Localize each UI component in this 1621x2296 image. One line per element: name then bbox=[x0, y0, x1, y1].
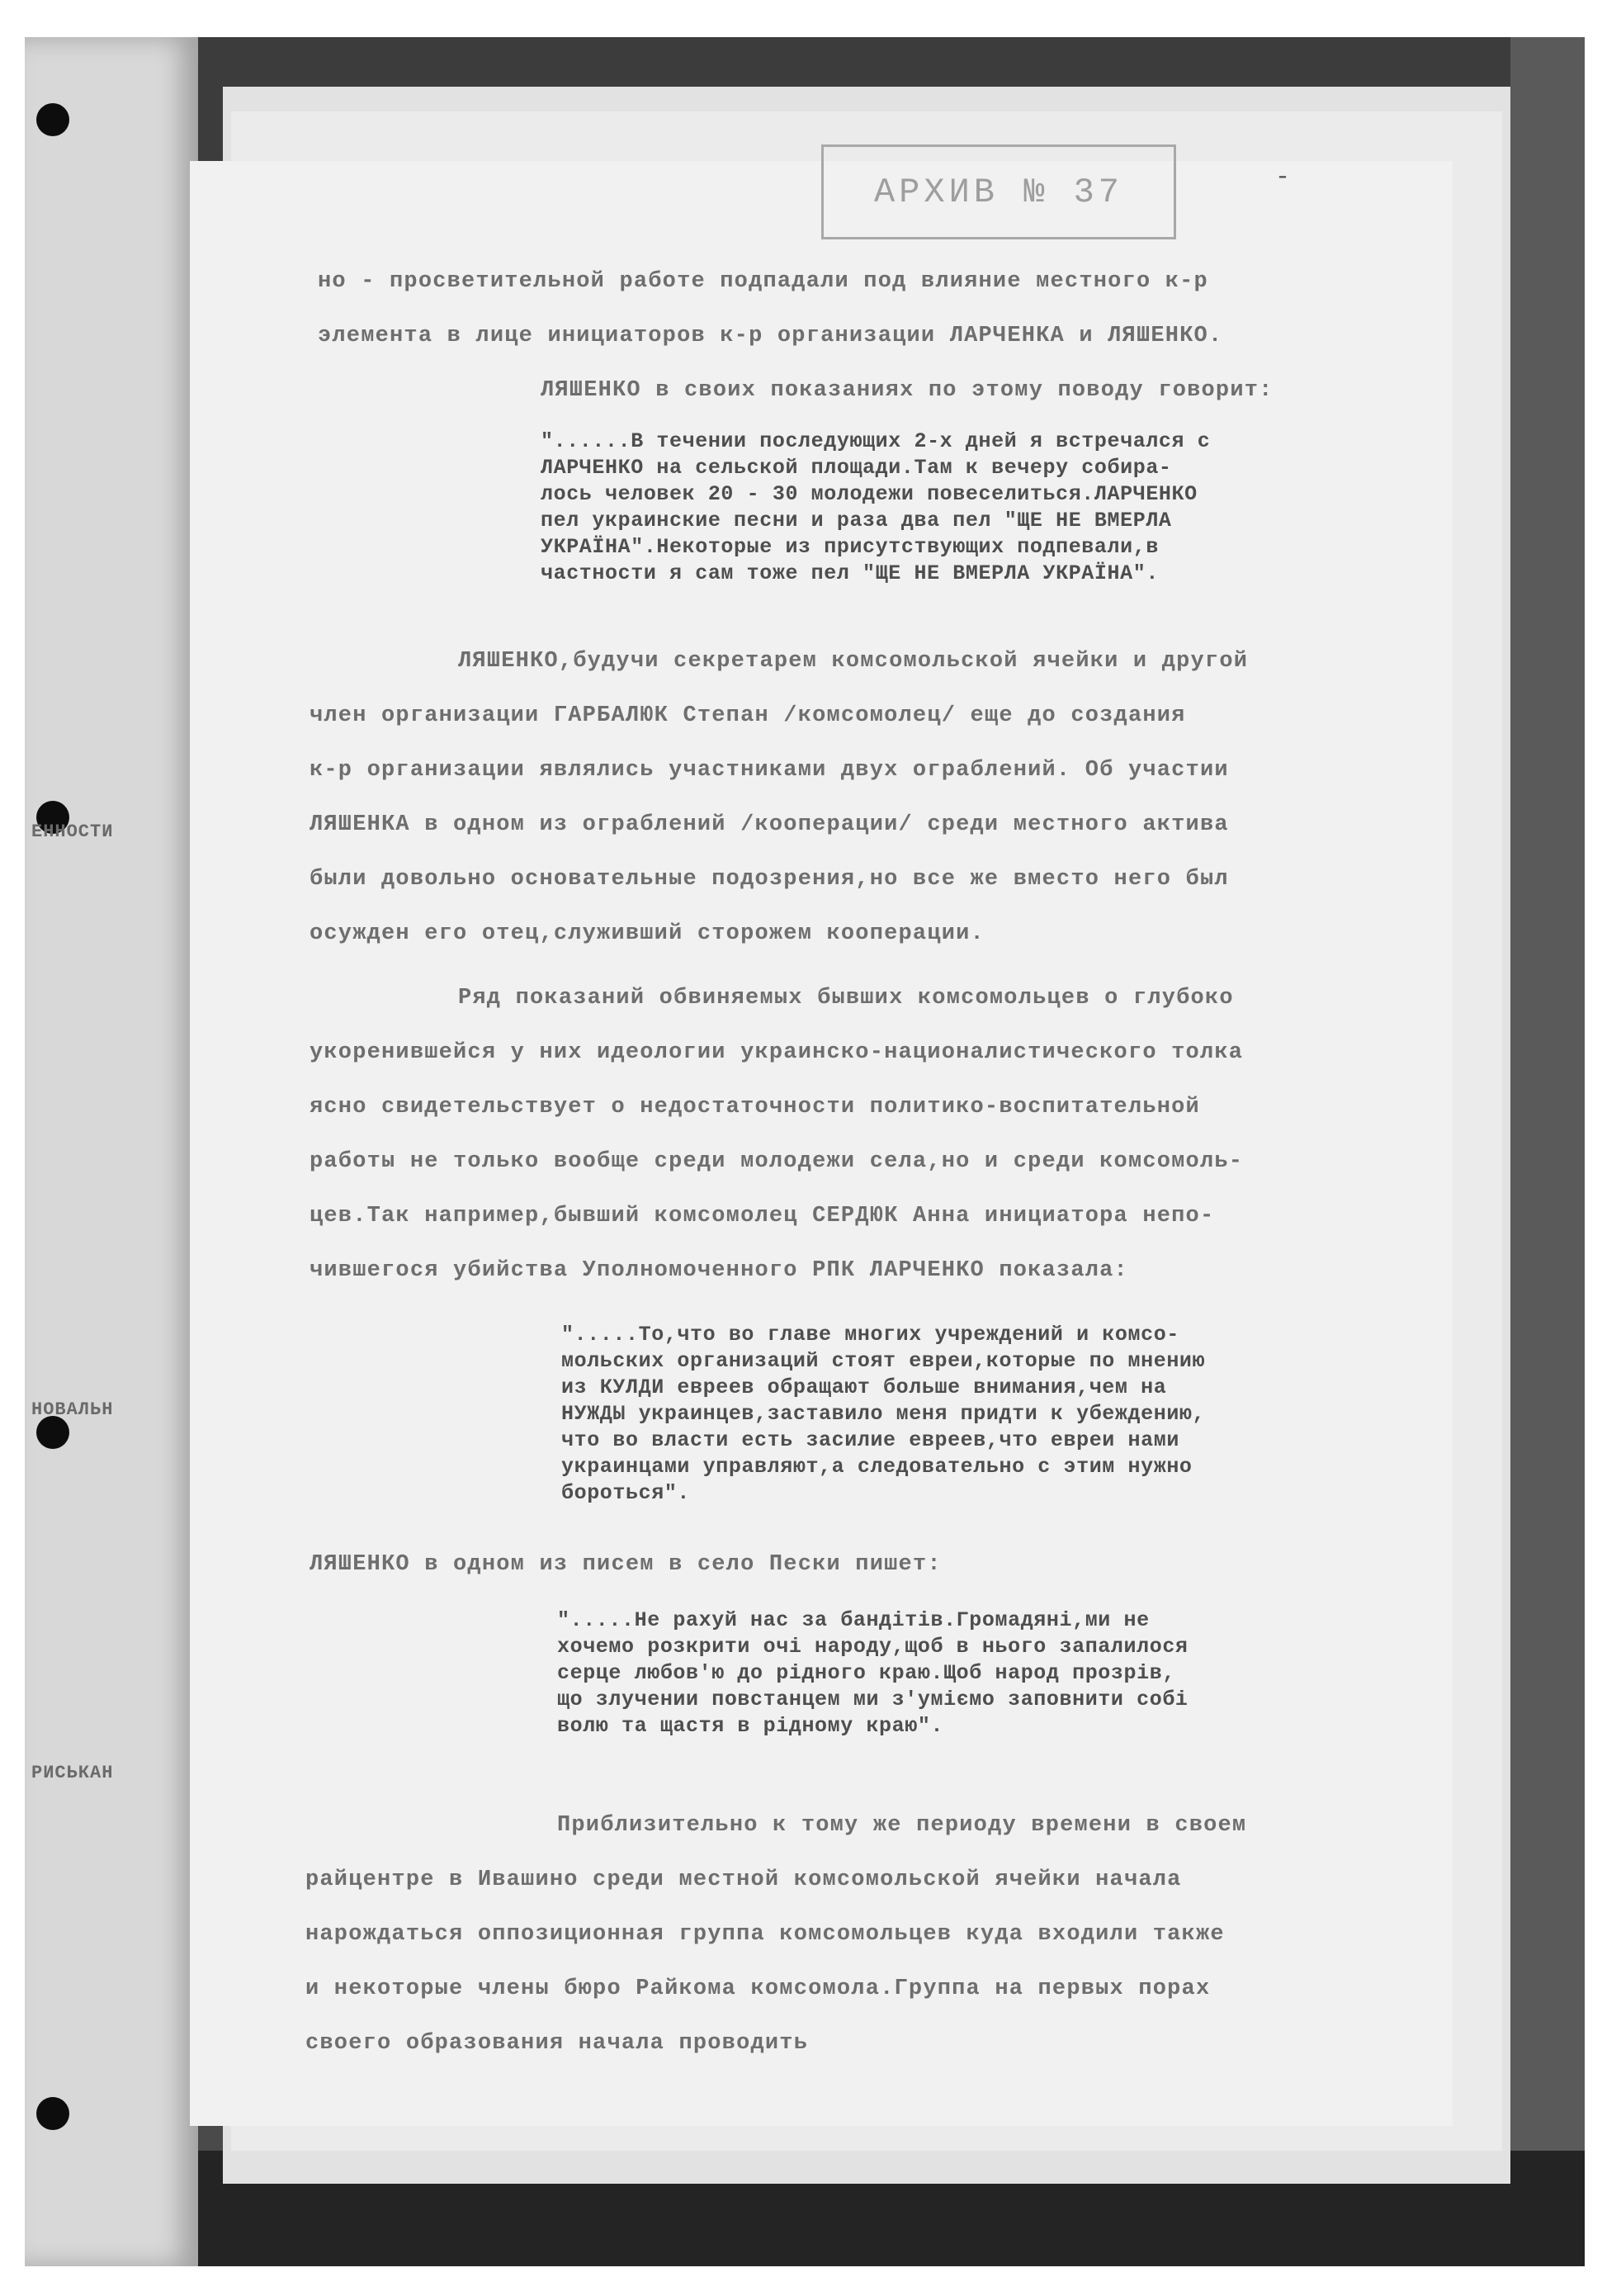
text-line: укоренившейся у них идеологии украинско-националистического толка bbox=[310, 1040, 1244, 1065]
text-line: и некоторые члены бюро Райкома комсомола.Группа на первых порах bbox=[305, 1976, 1211, 2001]
quote-line: мольских организаций стоят евреи,которые по мнению bbox=[561, 1349, 1206, 1373]
left-fragment-text: НОВАЛЬН bbox=[31, 1399, 114, 1420]
quote-line: частности я сам тоже пел "ЩЕ НЕ ВМЕРЛА УКРАЇНА". bbox=[541, 561, 1159, 585]
quote-line: ".....Не рахуй нас за бандітів.Громадяні,ми не bbox=[557, 1608, 1150, 1632]
background-right bbox=[1510, 37, 1585, 2266]
text-line: чившегося убийства Уполномоченного РПК ЛАРЧЕНКО показала: bbox=[310, 1258, 1128, 1283]
quote-line: волю та щастя в рідному краю". bbox=[557, 1714, 944, 1738]
text-line: Приблизительно к тому же периоду времени в своем bbox=[557, 1813, 1247, 1838]
left-fragment-text: ЕННОСТИ bbox=[31, 821, 114, 842]
quote-line: лось человек 20 - 30 молодежи повеселиться.ЛАРЧЕНКО bbox=[541, 482, 1198, 506]
text-line: ЛЯШЕНКО в одном из писем в село Пески пишет: bbox=[310, 1552, 942, 1577]
left-fragment-text: РИСЬКАН bbox=[31, 1763, 114, 1783]
text-line: ЛЯШЕНКО,будучи секретарем комсомольской ячейки и другой bbox=[458, 649, 1249, 674]
text-line: ЛЯШЕНКА в одном из ограблений /кооперации/ среди местного актива bbox=[310, 812, 1229, 837]
quote-line: НУЖДЫ украинцев,заставило меня придти к убеждению, bbox=[561, 1402, 1206, 1426]
text-line: к-р организации являлись участниками двух ограблений. Об участии bbox=[310, 758, 1229, 783]
left-page-fragments bbox=[25, 37, 198, 2266]
quote-line: серце любов'ю до рідного краю.Щоб народ прозрів, bbox=[557, 1661, 1175, 1685]
text-line: были довольно основательные подозрения,но все же вместо него был bbox=[310, 867, 1229, 892]
quote-line: хочемо розкрити очі народу,щоб в нього запалилося bbox=[557, 1635, 1189, 1659]
text-line: райцентре в Ивашино среди местной комсомольской ячейки начала bbox=[305, 1868, 1182, 1892]
quote-line: що злучении повстанцем ми з'уміємо заповнити собі bbox=[557, 1688, 1189, 1711]
quote-line: пел украинские песни и раза два пел "ЩЕ НЕ ВМЕРЛА bbox=[541, 509, 1172, 533]
quote-line: УКРАЇНА".Некоторые из присутствующих подпевали,в bbox=[541, 535, 1159, 559]
text-line: нарождаться оппозиционная группа комсомольцев куда входили также bbox=[305, 1922, 1225, 1947]
quote-line: ЛАРЧЕНКО на сельской площади.Там к вечеру собира- bbox=[541, 456, 1172, 480]
quote-line: бороться". bbox=[561, 1481, 691, 1505]
text-line: ясно свидетельствует о недостаточности политико-воспитательной bbox=[310, 1095, 1200, 1120]
archive-stamp: АРХИВ № 37 bbox=[821, 144, 1176, 239]
text-line: осужден его отец,служивший сторожем кооперации. bbox=[310, 921, 985, 946]
quote-line: из КУЛДИ евреев обращают больше внимания,чем на bbox=[561, 1375, 1167, 1399]
quote-line: что во власти есть засилие евреев,что евреи нами bbox=[561, 1428, 1179, 1452]
text-line: Ряд показаний обвиняемых бывших комсомольцев о глубоко bbox=[458, 986, 1234, 1011]
quote-line: украинцами управляют,а следовательно с этим нужно bbox=[561, 1455, 1193, 1479]
quote-line: "......В течении последующих 2-х дней я встречался с bbox=[541, 429, 1211, 453]
text-line: своего образования начала проводить bbox=[305, 2031, 809, 2056]
text-line: но - просветительной работе подпадали под влияние местного к-р bbox=[318, 269, 1208, 294]
quote-line: ".....То,что во главе многих учреждений и комсо- bbox=[561, 1323, 1179, 1347]
text-line: цев.Так например,бывший комсомолец СЕРДЮК Анна инициатора непо- bbox=[310, 1204, 1215, 1228]
left-binder-page bbox=[25, 37, 198, 2266]
text-line: элемента в лице инициаторов к-р организации ЛАРЧЕНКА и ЛЯШЕНКО. bbox=[318, 324, 1223, 348]
page-marker: - bbox=[1275, 163, 1291, 192]
text-line: ЛЯШЕНКО в своих показаниях по этому поводу говорит: bbox=[541, 378, 1274, 403]
text-line: работы не только вообще среди молодежи села,но и среди комсомоль- bbox=[310, 1149, 1244, 1174]
text-line: член организации ГАРБАЛЮК Степан /комсомолец/ еще до создания bbox=[310, 703, 1186, 728]
